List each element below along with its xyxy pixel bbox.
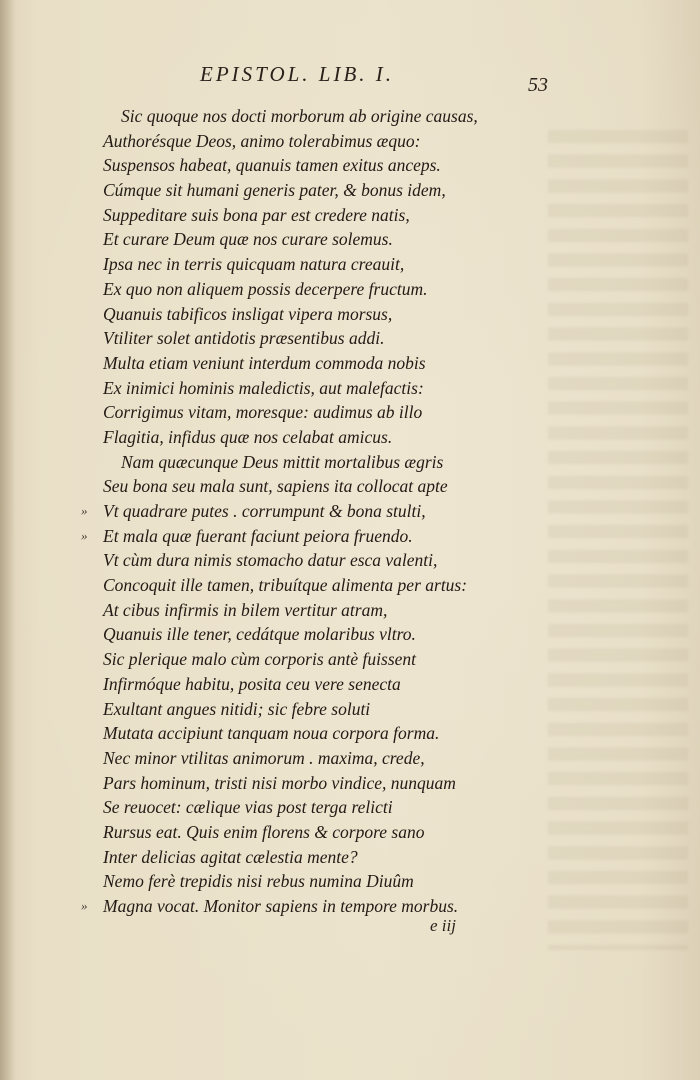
verse-line-text: Ipsa nec in terris quicquam natura creauit, <box>103 254 405 275</box>
verse-line-text: Vt cùm dura nimis stomacho datur esca valenti, <box>103 550 438 571</box>
verse-line <box>103 351 523 376</box>
verse-line <box>103 647 523 672</box>
verse-line <box>103 153 523 178</box>
verse-line-text: Vt quadrare putes . corrumpunt & bona stulti, <box>103 501 426 521</box>
verse-line <box>103 771 523 796</box>
verse-line <box>103 252 523 277</box>
verse-line <box>103 672 523 697</box>
verse-line-text: Nec minor vtilitas animorum . maxima, crede, <box>103 747 425 768</box>
verse-line <box>103 820 523 845</box>
verse-line <box>103 622 523 647</box>
verse-line <box>103 277 523 302</box>
verse-line-text: Corrigimus vitam, moresque: audimus ab illo <box>103 402 423 423</box>
verse-line <box>103 326 523 351</box>
verse-line <box>103 203 523 228</box>
verse-line-text: Se reuocet: cælique vias post terga relicti <box>103 797 393 818</box>
verse-line-text: Nemo ferè trepidis nisi rebus numina Diuûm <box>103 871 414 892</box>
verse-line-text: Flagitia, infidus quæ nos celabat amicus. <box>103 426 393 447</box>
verse-line-text: Quanuis tabificos insligat vipera morsus, <box>103 303 393 324</box>
verse-line-text: Concoquit ille tamen, tribuítque alimenta per artus: <box>103 575 468 596</box>
verse-line <box>103 129 523 154</box>
verse-line <box>103 376 523 401</box>
verse-line <box>103 721 523 746</box>
verse-line <box>81 894 523 919</box>
verse-line <box>103 227 523 252</box>
verse-line-text: At cibus infirmis in bilem vertitur atram, <box>103 599 388 620</box>
verse-line-text: Seu bona seu mala sunt, sapiens ita collocat apte <box>103 476 448 497</box>
verse-line-text: Ex quo non aliquem possis decerpere fructum. <box>103 278 428 299</box>
verse-line <box>81 499 523 524</box>
quotation-marker: » <box>81 898 88 913</box>
verse-line <box>103 104 523 129</box>
verse-line-text: Magna vocat. Monitor sapiens in tempore morbus. <box>103 896 459 916</box>
verse-line <box>103 845 523 870</box>
verse-line <box>103 795 523 820</box>
verse-line <box>103 598 523 623</box>
verse-line-text: Authorésque Deos, animo tolerabimus æquo: <box>103 130 421 151</box>
verse-line-text: Pars hominum, tristi nisi morbo vindice, nunquam <box>103 772 456 793</box>
verse-line-text: Infirmóque habitu, posita ceu vere senecta <box>103 673 401 694</box>
verse-line-text: Nam quæcunque Deus mittit mortalibus ægris <box>121 451 444 472</box>
gutter-shadow <box>0 0 16 1080</box>
verse-line-text: Et mala quæ fuerant faciunt peiora fruendo. <box>103 525 413 546</box>
verse-line-text: Multa etiam veniunt interdum commoda nobis <box>103 352 426 373</box>
signature-mark: e iij <box>430 916 456 935</box>
bleed-through-text <box>548 130 688 950</box>
verse-line-text: Ex inimici hominis maledictis, aut malefactis: <box>103 377 424 398</box>
verse-line <box>103 573 523 598</box>
verse-line-text: Vtiliter solet antidotis præsentibus addi. <box>103 328 385 349</box>
verse-line <box>103 178 523 203</box>
verse-block <box>81 104 523 919</box>
verse-line <box>103 400 523 425</box>
verse-line-text: Mutata accipiunt tanquam noua corpora forma. <box>103 723 440 744</box>
verse-line-text: Suspensos habeat, quanuis tamen exitus anceps. <box>103 155 441 176</box>
verse-line-text: Rursus eat. Quis enim florens & corpore sano <box>103 821 425 842</box>
verse-line-text: Sic plerique malo cùm corporis antè fuissent <box>103 649 417 670</box>
verse-line-text: Sic quoque nos docti morborum ab origine causas, <box>121 106 478 126</box>
verse-line <box>103 425 523 450</box>
verse-line-text: Quanuis ille tener, cedátque molaribus vltro. <box>103 624 416 645</box>
verse-line-text: Cúmque sit humani generis pater, & bonus idem, <box>103 180 446 201</box>
page-number: 53 <box>528 74 548 96</box>
quotation-marker: » <box>81 503 88 518</box>
verse-line-text: Exultant angues nitidi; sic febre soluti <box>103 698 371 719</box>
verse-line <box>103 474 523 499</box>
verse-line <box>103 869 523 894</box>
verse-line <box>103 302 523 327</box>
running-head: EPISTOL. LIB. I. <box>200 62 395 86</box>
verse-line <box>81 524 523 549</box>
verse-line <box>103 450 523 475</box>
verse-line-text: Suppeditare suis bona par est credere natis, <box>103 204 410 225</box>
verse-line <box>103 697 523 722</box>
verse-line-text: Inter delicias agitat cælestia mente? <box>103 846 358 867</box>
verse-line-text: Et curare Deum quæ nos curare solemus. <box>103 229 393 250</box>
quotation-marker: » <box>81 527 88 543</box>
verse-line <box>103 746 523 771</box>
verse-line <box>103 548 523 573</box>
